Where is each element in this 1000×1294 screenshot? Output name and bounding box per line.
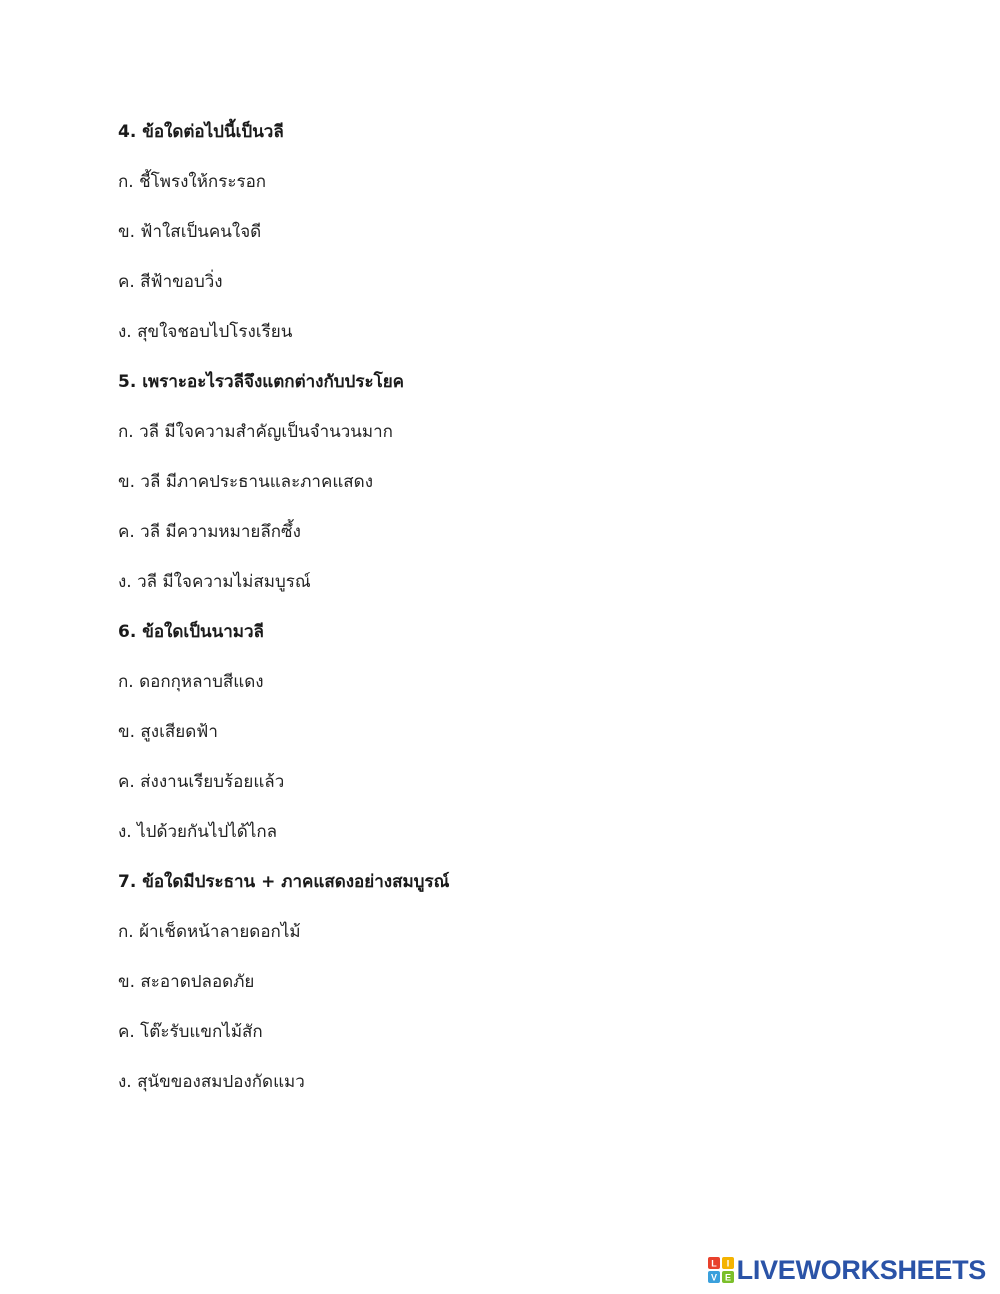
question-title: 7. ข้อใดมีประธาน + ภาคแสดงอย่างสมบูรณ์ — [118, 872, 450, 892]
svg-text:L: L — [710, 1258, 717, 1269]
answer-option-d[interactable]: ง. สุนัขของสมปองกัดแมว — [118, 1072, 305, 1092]
question-6 — [118, 614, 878, 864]
brand-wordmark: LIVEWORKSHEETS — [736, 1255, 986, 1285]
question-4 — [118, 114, 878, 364]
answer-option-a[interactable]: ก. วลี มีใจความสำคัญเป็นจำนวนมาก — [118, 422, 393, 442]
answer-option-c[interactable]: ค. ส่งงานเรียบร้อยแล้ว — [118, 772, 285, 792]
answer-option-d[interactable]: ง. ไปด้วยกันไปได้ไกล — [118, 822, 278, 842]
worksheet — [118, 114, 878, 1114]
answer-option-d[interactable]: ง. สุขใจชอบไปโรงเรียน — [118, 322, 293, 342]
answer-option-b[interactable]: ข. สูงเสียดฟ้า — [118, 722, 218, 742]
answer-option-a[interactable]: ก. ชี้โพรงให้กระรอก — [118, 172, 267, 192]
answer-option-a[interactable]: ก. ผ้าเช็ดหน้าลายดอกไม้ — [118, 922, 301, 942]
question-title: 6. ข้อใดเป็นนามวลี — [118, 622, 264, 642]
answer-option-a[interactable]: ก. ดอกกุหลาบสีแดง — [118, 672, 264, 692]
svg-text:V: V — [710, 1272, 717, 1283]
answer-option-b[interactable]: ข. วลี มีภาคประธานและภาคแสดง — [118, 472, 374, 492]
liveworksheets-logo-icon — [708, 1257, 734, 1283]
answer-option-c[interactable]: ค. สีฟ้าขอบวิ่ง — [118, 272, 223, 292]
question-title: 4. ข้อใดต่อไปนี้เป็นวลี — [118, 122, 284, 142]
liveworksheets-branding[interactable] — [708, 1253, 986, 1287]
question-7 — [118, 864, 878, 1114]
answer-option-b[interactable]: ข. สะอาดปลอดภัย — [118, 972, 255, 992]
question-title: 5. เพราะอะไรวลีจึงแตกต่างกับประโยค — [118, 372, 405, 392]
answer-option-c[interactable]: ค. โต๊ะรับแขกไม้สัก — [118, 1022, 263, 1042]
svg-text:I: I — [726, 1258, 729, 1269]
answer-option-c[interactable]: ค. วลี มีความหมายลึกซึ้ง — [118, 522, 301, 542]
answer-option-d[interactable]: ง. วลี มีใจความไม่สมบูรณ์ — [118, 572, 311, 592]
question-5 — [118, 364, 878, 614]
svg-text:E: E — [724, 1272, 731, 1283]
answer-option-b[interactable]: ข. ฟ้าใสเป็นคนใจดี — [118, 222, 262, 242]
